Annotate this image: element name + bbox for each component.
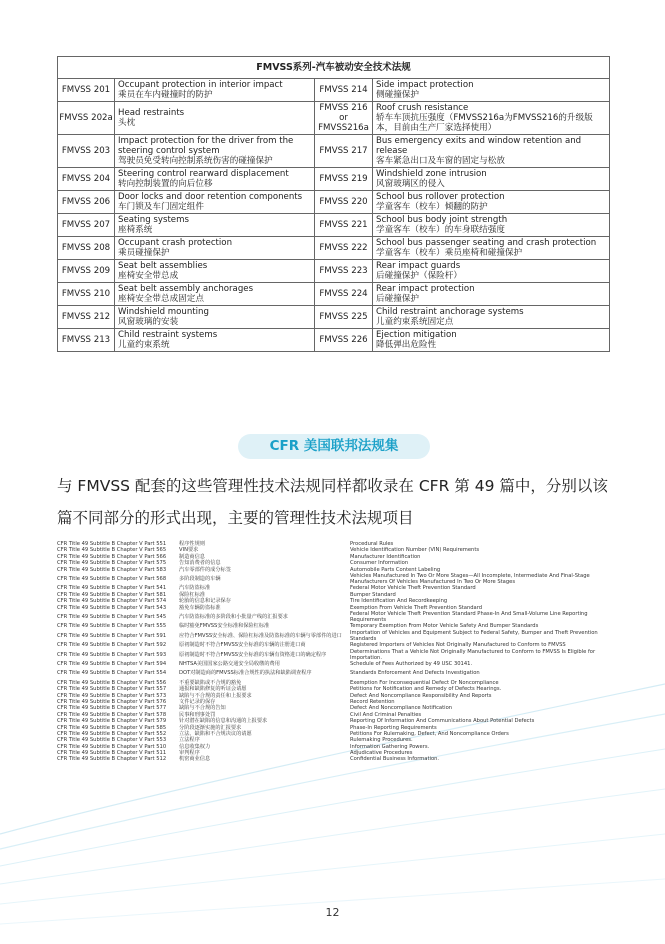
cfr-title-en: Manufacturer Identification (350, 553, 421, 560)
cfr-title-zh: 民事和刑事处罚 (179, 711, 216, 718)
fmvss-code-line: FMVSS 222 (319, 243, 368, 253)
cfr-title-en: Exemption From Vehicle Theft Prevention Standard (350, 604, 483, 611)
fmvss-description (115, 329, 315, 352)
fmvss-table (57, 56, 610, 352)
fmvss-description (115, 79, 315, 102)
fmvss-code-line: FMVSS 204 (61, 174, 111, 184)
cfr-title-zh: 豁免车辆防盗标准 (179, 604, 221, 611)
fmvss-description-en: School bus rollover protection (376, 192, 505, 202)
fmvss-code-line: FMVSS 221 (319, 220, 368, 230)
cfr-part: CFR Title 49 Subtitle B Chapter V Part 579 (57, 718, 167, 725)
cfr-list-item (57, 541, 617, 547)
fmvss-code-line: FMVSS 201 (61, 85, 111, 95)
fmvss-code (58, 260, 115, 283)
fmvss-code (58, 283, 115, 306)
cfr-list-item (57, 649, 617, 661)
cfr-title-en: Exemption For Inconsequential Defect Or Noncompliance (350, 679, 499, 686)
cfr-title-zh: 缺陷与不合规的告知 (179, 705, 226, 712)
cfr-list-item (57, 585, 617, 591)
cfr-title-en: Federal Motor Vehicle Theft Prevention Standard Phase-In And Small-Volume Line Reporting Requirements (350, 610, 588, 624)
cfr-title-zh: 信息收集权力 (179, 743, 211, 750)
cfr-list-item (57, 547, 617, 553)
cfr-part: CFR Title 49 Subtitle B Chapter V Part 511 (57, 750, 167, 757)
cfr-part: CFR Title 49 Subtitle B Chapter V Part 553 (57, 737, 167, 744)
cfr-title-en: Vehicle Identification Number (VIN) Requirements (350, 547, 480, 554)
cfr-part: CFR Title 49 Subtitle B Chapter V Part 573 (57, 692, 167, 699)
fmvss-code (58, 102, 115, 135)
fmvss-description (115, 168, 315, 191)
cfr-title-en: Vehicles Manufactured In Two Or More Stages—All Incomplete, Intermediate And Final-Stage Manufacturers Of Vehicles Manufactured In Two Or More Stages (350, 572, 590, 586)
fmvss-description (115, 135, 315, 168)
cfr-list-item (57, 661, 617, 667)
fmvss-description-en: Roof crush resistance (376, 103, 469, 113)
fmvss-description-zh: 降低弹出危险性 (376, 340, 437, 350)
cfr-part: CFR Title 49 Subtitle B Chapter V Part 581 (57, 591, 167, 598)
fmvss-description-en: Impact protection for the driver from the steering control system (118, 136, 294, 156)
fmvss-code-line: FMVSS 203 (61, 146, 111, 156)
fmvss-description-zh: 儿童约束系统固定点 (376, 317, 454, 327)
cfr-list-item (57, 667, 617, 679)
fmvss-description-zh: 风窗玻璃的安装 (118, 317, 179, 327)
fmvss-row (58, 191, 610, 214)
cfr-part: CFR Title 49 Subtitle B Chapter V Part 585 (57, 724, 167, 731)
cfr-list-item (57, 750, 617, 756)
cfr-list-item (57, 718, 617, 724)
fmvss-description (373, 237, 610, 260)
cfr-title-zh: 轮胎的信息和记录保存 (179, 598, 231, 605)
fmvss-description-zh: 车门锁及车门固定组件 (118, 202, 204, 212)
fmvss-description-zh: 座椅安全带总成固定点 (118, 294, 204, 304)
fmvss-description-en: Occupant crash protection (118, 238, 233, 248)
fmvss-code (315, 214, 373, 237)
fmvss-description-en: Seat belt assemblies (118, 261, 208, 271)
fmvss-code (58, 135, 115, 168)
cfr-title-zh: 机密商业信息 (179, 756, 211, 763)
fmvss-code (315, 260, 373, 283)
cfr-list-item (57, 598, 617, 604)
fmvss-description-en: Ejection mitigation (376, 330, 457, 340)
section-title-badge: CFR 美国联邦法规集 (238, 434, 430, 459)
fmvss-code (58, 306, 115, 329)
cfr-title-en: Importation of Vehicles and Equipment Subject to Federal Safety, Bumper and Theft Prevention Standards (350, 629, 598, 642)
fmvss-code-line: or (339, 113, 348, 123)
fmvss-code-line: FMVSS 216 (319, 103, 368, 113)
fmvss-description-zh: 儿童约束系统 (118, 340, 170, 350)
cfr-part: CFR Title 49 Subtitle B Chapter V Part 576 (57, 698, 167, 705)
fmvss-description-en: Head restraints (118, 108, 185, 118)
fmvss-code (58, 191, 115, 214)
fmvss-description-zh: 后碰撞保护（保险杆） (376, 271, 462, 281)
cfr-part: CFR Title 49 Subtitle B Chapter V Part 552 (57, 730, 167, 737)
fmvss-code-line: FMVSS 219 (319, 174, 368, 184)
cfr-title-en: Procedural Rules (350, 541, 394, 548)
fmvss-description-en: Door locks and door retention components (118, 192, 303, 202)
intro-paragraph: 与 FMVSS 配套的这些管理性技术法规同样都收录在 CFR 第 49 篇中，分别以该篇不同部分的形式出现，主要的管理性技术法规项目 (57, 477, 608, 527)
fmvss-code (58, 79, 115, 102)
fmvss-code (58, 214, 115, 237)
fmvss-description-en: Occupant protection in interior impact (118, 80, 283, 90)
cfr-title-en: Record Retention (350, 698, 395, 705)
fmvss-row (58, 79, 610, 102)
cfr-list-item (57, 611, 617, 623)
cfr-title-en: Phase-In Reporting Requirements (350, 724, 437, 731)
fmvss-description-zh: 座椅安全带总成 (118, 271, 179, 281)
cfr-title-zh: 多阶段制造的车辆 (179, 576, 221, 583)
fmvss-description-zh: 驾驶员免受转向控制系统伤害的碰撞保护 (118, 156, 273, 166)
cfr-title-zh: 不重要缺陷或不合规的豁免 (179, 679, 242, 686)
fmvss-description-en: Rear impact guards (376, 261, 461, 271)
cfr-title-zh: 汽车防盗标准 (179, 585, 211, 592)
cfr-list-item (57, 712, 617, 718)
cfr-title-en: Petitions for Notification and Remedy of Defects Hearings. (350, 686, 502, 693)
fmvss-description-zh: 学童客车（校车）倾翻的防护 (376, 202, 488, 212)
cfr-list-item (57, 756, 617, 762)
cfr-list-item (57, 573, 617, 585)
fmvss-code-line: FMVSS216a (318, 123, 369, 133)
fmvss-code (315, 168, 373, 191)
fmvss-row (58, 306, 610, 329)
cfr-title-zh: DOT对制造商的FMVSS标准合规性的执法和缺陷调查程序 (179, 670, 312, 677)
fmvss-description (373, 191, 610, 214)
cfr-part: CFR Title 49 Subtitle B Chapter V Part 574 (57, 598, 167, 605)
fmvss-code-line: FMVSS 209 (61, 266, 111, 276)
cfr-title-en: Registered Importers of Vehicles Not Originally Manufactured to Conform to FMVSS (350, 642, 566, 649)
fmvss-row (58, 214, 610, 237)
fmvss-description (115, 283, 315, 306)
fmvss-description-en: Windshield zone intrusion (376, 169, 487, 179)
fmvss-description-zh: 头枕 (118, 118, 136, 128)
fmvss-description (373, 135, 610, 168)
cfr-title-zh: 原初制造时不符合FMVSS安全标准的车辆的注册进口商 (179, 642, 306, 649)
cfr-list (57, 541, 617, 763)
cfr-title-zh: 文件记录的保存 (179, 698, 216, 705)
cfr-title-en: Information Gathering Powers. (350, 743, 430, 750)
fmvss-description (373, 329, 610, 352)
cfr-part: CFR Title 49 Subtitle B Chapter V Part 575 (57, 560, 167, 567)
fmvss-code-line: FMVSS 217 (319, 146, 368, 156)
fmvss-description (115, 306, 315, 329)
cfr-title-en: Rulemaking Procedures. (350, 737, 413, 744)
fmvss-code-line: FMVSS 208 (61, 243, 111, 253)
fmvss-row (58, 329, 610, 352)
cfr-part: CFR Title 49 Subtitle B Chapter V Part 545 (57, 614, 167, 621)
cfr-title-zh: 针对潜在缺陷的信息和沟通的上报要求 (179, 718, 268, 725)
cfr-list-item (57, 592, 617, 598)
cfr-part: CFR Title 49 Subtitle B Chapter V Part 543 (57, 604, 167, 611)
fmvss-code-line: FMVSS 214 (319, 85, 368, 95)
cfr-list-item (57, 705, 617, 711)
fmvss-code (315, 283, 373, 306)
cfr-title-en: Automobile Parts Content Labeling (350, 566, 441, 573)
fmvss-code-line: FMVSS 226 (319, 335, 368, 345)
fmvss-code (58, 168, 115, 191)
fmvss-description-zh: 乘员碰撞保护 (118, 248, 170, 258)
cfr-part: CFR Title 49 Subtitle B Chapter V Part 556 (57, 679, 167, 686)
fmvss-description-zh: 座椅系统 (118, 225, 153, 235)
cfr-list-item (57, 724, 617, 730)
fmvss-code (315, 329, 373, 352)
cfr-title-en: Standards Enforcement And Defects Investigation (350, 670, 480, 677)
fmvss-code (315, 79, 373, 102)
cfr-part: CFR Title 49 Subtitle B Chapter V Part 578 (57, 711, 167, 718)
cfr-title-en: Federal Motor Vehicle Theft Prevention Standard (350, 585, 476, 592)
fmvss-description (115, 102, 315, 135)
cfr-list-item (57, 686, 617, 692)
cfr-title-zh: 汽车零部件的成分标签 (179, 566, 231, 573)
fmvss-description (115, 214, 315, 237)
cfr-part: CFR Title 49 Subtitle B Chapter V Part 541 (57, 585, 167, 592)
fmvss-description-en: School bus body joint strength (376, 215, 508, 225)
fmvss-row (58, 283, 610, 306)
cfr-part: CFR Title 49 Subtitle B Chapter V Part 591 (57, 632, 167, 639)
fmvss-row (58, 102, 610, 135)
cfr-part: CFR Title 49 Subtitle B Chapter V Part 551 (57, 541, 167, 548)
fmvss-code-line: FMVSS 207 (61, 220, 111, 230)
fmvss-code-line: FMVSS 223 (319, 266, 368, 276)
cfr-part: CFR Title 49 Subtitle B Chapter V Part 594 (57, 661, 167, 668)
fmvss-table-title: FMVSS系列-汽车被动安全技术法规 (58, 57, 610, 79)
fmvss-description-zh: 客车紧急出口及车窗的固定与松放 (376, 156, 505, 166)
cfr-part: CFR Title 49 Subtitle B Chapter V Part 593 (57, 651, 167, 658)
cfr-part: CFR Title 49 Subtitle B Chapter V Part 565 (57, 547, 167, 554)
cfr-part: CFR Title 49 Subtitle B Chapter V Part 577 (57, 705, 167, 712)
cfr-part: CFR Title 49 Subtitle B Chapter V Part 566 (57, 553, 167, 560)
fmvss-description (373, 79, 610, 102)
cfr-part: CFR Title 49 Subtitle B Chapter V Part 592 (57, 642, 167, 649)
fmvss-code (58, 237, 115, 260)
cfr-list-item (57, 731, 617, 737)
fmvss-description (373, 260, 610, 283)
cfr-part: CFR Title 49 Subtitle B Chapter V Part 557 (57, 686, 167, 693)
cfr-title-en: Temporary Exemption From Motor Vehicle Safety And Bumper Standards (350, 623, 539, 630)
fmvss-description-en: Bus emergency exits and window retention and release (376, 136, 582, 156)
cfr-part: CFR Title 49 Subtitle B Chapter V Part 555 (57, 623, 167, 630)
fmvss-row (58, 237, 610, 260)
fmvss-description-en: Windshield mounting (118, 307, 209, 317)
fmvss-description-en: Seating systems (118, 215, 189, 225)
cfr-title-en: Adjudicative Procedures (350, 750, 413, 757)
cfr-title-en: Consumer Information (350, 560, 409, 567)
fmvss-description-en: Rear impact protection (376, 284, 475, 294)
fmvss-code (315, 102, 373, 135)
cfr-title-zh: 保险杠标准 (179, 591, 205, 598)
fmvss-description (115, 260, 315, 283)
cfr-title-en: Tire Identification And Recordkeeping (350, 598, 448, 605)
fmvss-code-line: FMVSS 213 (61, 335, 111, 345)
cfr-list-item (57, 699, 617, 705)
fmvss-code (315, 237, 373, 260)
fmvss-description-en: Seat belt assembly anchorages (118, 284, 254, 294)
fmvss-description (373, 102, 610, 135)
fmvss-code-line: FMVSS 225 (319, 312, 368, 322)
cfr-list-item (57, 737, 617, 743)
fmvss-description-zh: 轿车车顶抗压强度（FMVSS216a为FMVSS216的升级版本，目前由生产厂家选择使用） (376, 113, 593, 133)
cfr-title-zh: 立法程序 (179, 737, 200, 744)
cfr-title-zh: 分阶段逐渐实施的汇报要求 (179, 724, 242, 731)
cfr-title-zh: 通报和缺陷修复的听证会请愿 (179, 686, 247, 693)
fmvss-code (315, 135, 373, 168)
fmvss-description (373, 306, 610, 329)
cfr-title-zh: 立法、缺陷和不合规决议的请愿 (179, 730, 252, 737)
fmvss-row (58, 168, 610, 191)
cfr-list-item (57, 630, 617, 642)
fmvss-description-en: Side impact protection (376, 80, 474, 90)
cfr-title-zh: 原初制造时不符合FMVSS安全标准的车辆有资格进口的确定程序 (179, 651, 327, 658)
cfr-part: CFR Title 49 Subtitle B Chapter V Part 510 (57, 743, 167, 750)
cfr-title-en: Petitions For Rulemaking, Defect, And Noncompliance Orders (350, 730, 509, 737)
cfr-part: CFR Title 49 Subtitle B Chapter V Part 554 (57, 670, 167, 677)
cfr-title-zh: NHTSA美国国家公路交通安全局收缴的费用 (179, 661, 280, 668)
cfr-list-item (57, 554, 617, 560)
cfr-title-en: Defect And Noncompliance Notification (350, 705, 453, 712)
fmvss-description-en: School bus passenger seating and crash protection (376, 238, 597, 248)
fmvss-description (373, 283, 610, 306)
fmvss-code-line: FMVSS 206 (61, 197, 111, 207)
fmvss-row (58, 260, 610, 283)
fmvss-row (58, 135, 610, 168)
cfr-title-en: Schedule of Fees Authorized by 49 USC 30141. (350, 661, 473, 668)
fmvss-description-en: Steering control rearward displacement (118, 169, 289, 179)
cfr-title-zh: 汽车防盗标准的多阶段和小批量产线的汇报要求 (179, 614, 288, 621)
cfr-part: CFR Title 49 Subtitle B Chapter V Part 568 (57, 576, 167, 583)
cfr-title-zh: 制造商信息 (179, 553, 205, 560)
fmvss-description (373, 214, 610, 237)
cfr-part: CFR Title 49 Subtitle B Chapter V Part 583 (57, 566, 167, 573)
fmvss-description-zh: 学童客车（校车）的车身联结强度 (376, 225, 505, 235)
cfr-title-zh: 审判程序 (179, 750, 200, 757)
fmvss-code-line: FMVSS 210 (61, 289, 111, 299)
cfr-list-item (57, 680, 617, 686)
fmvss-description-en: Child restraint systems (118, 330, 218, 340)
cfr-title-en: Civil And Criminal Penalties (350, 711, 422, 718)
fmvss-code (315, 191, 373, 214)
fmvss-description (115, 237, 315, 260)
fmvss-description-en: Child restraint anchorage systems (376, 307, 524, 317)
cfr-list-item (57, 692, 617, 698)
cfr-list-item (57, 744, 617, 750)
page-number: 12 (325, 906, 340, 919)
fmvss-description-zh: 学童客车（校车）乘员座椅和碰撞保护 (376, 248, 523, 258)
fmvss-description (373, 168, 610, 191)
fmvss-description-zh: 乘员在车内碰撞时的防护 (118, 90, 213, 100)
cfr-title-zh: 告知消费者的信息 (179, 560, 221, 567)
fmvss-code (58, 329, 115, 352)
fmvss-description-zh: 风窗玻璃区的侵入 (376, 179, 445, 189)
cfr-title-zh: 缺陷与不合规的责任和上报要求 (179, 692, 252, 699)
fmvss-code (315, 306, 373, 329)
cfr-title-en: Confidential Business Information. (350, 756, 440, 763)
cfr-title-en: Determinations That a Vehicle Not Originally Manufactured to Conform to FMVSS Is Eligible for Importation. (350, 648, 596, 661)
cfr-title-zh: 应符合FMVSS安全标准、保险杠标准及防盗标准的车辆与零部件的进口 (179, 632, 342, 639)
fmvss-description-zh: 侧碰撞保护 (376, 90, 419, 100)
cfr-title-zh: 临时豁免FMVSS安全标准和保险杠标准 (179, 623, 270, 630)
cfr-title-zh: VIN要求 (179, 547, 199, 554)
fmvss-description (115, 191, 315, 214)
fmvss-code-line: FMVSS 202a (59, 113, 113, 123)
cfr-list-item (57, 560, 617, 566)
cfr-part: CFR Title 49 Subtitle B Chapter V Part 512 (57, 756, 167, 763)
cfr-title-en: Reporting Of Information And Communications About Potential Defects (350, 718, 535, 725)
cfr-title-zh: 程序性规则 (179, 541, 205, 548)
fmvss-code-line: FMVSS 224 (319, 289, 368, 299)
cfr-title-en: Defect And Noncompliance Responsibility And Reports (350, 692, 492, 699)
fmvss-description-zh: 后碰撞保护 (376, 294, 419, 304)
fmvss-code-line: FMVSS 212 (61, 312, 111, 322)
fmvss-code-line: FMVSS 220 (319, 197, 368, 207)
cfr-title-en: Bumper Standard (350, 591, 396, 598)
fmvss-description-zh: 转向控制装置的向后位移 (118, 179, 213, 189)
